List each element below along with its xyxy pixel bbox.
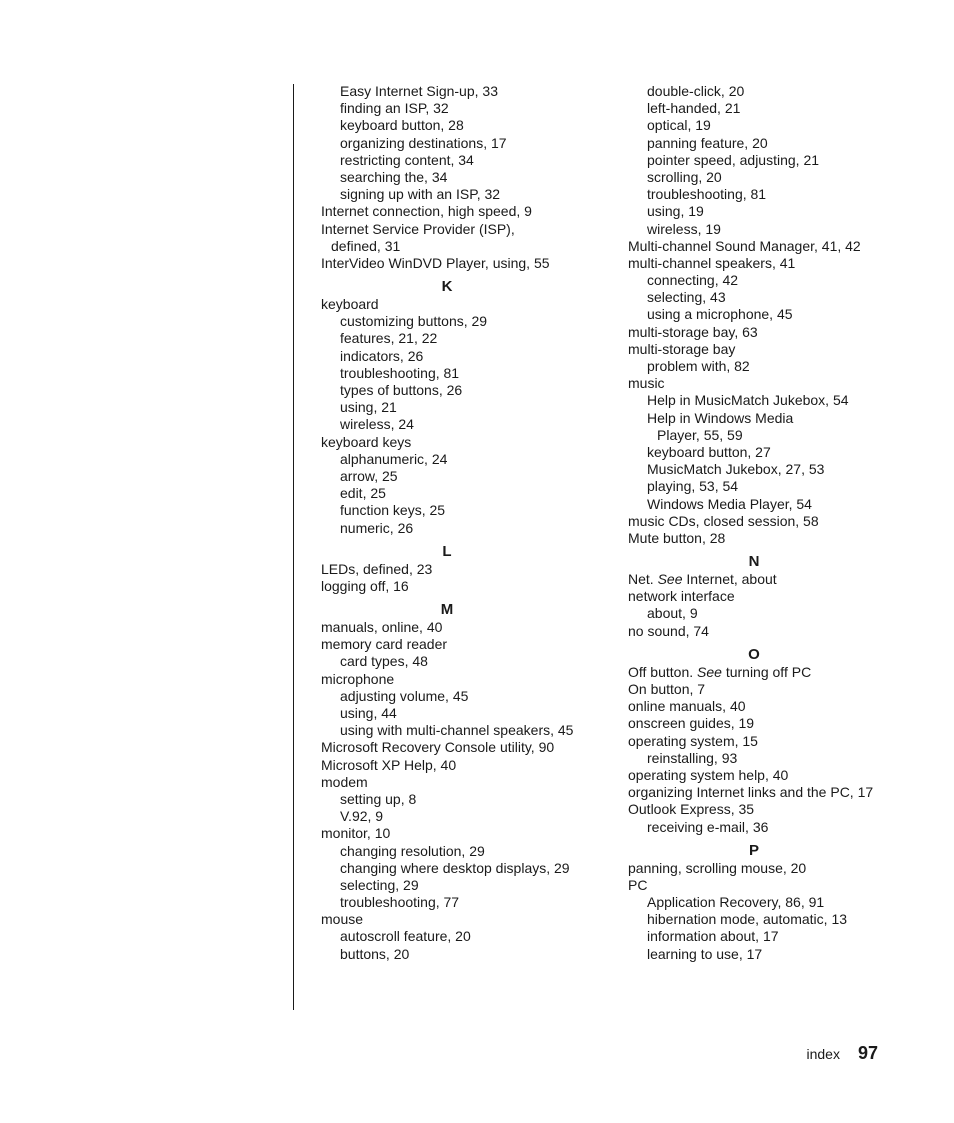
index-subentry: changing where desktop displays, 29: [340, 859, 570, 876]
index-subentry: buttons, 20: [340, 945, 410, 962]
index-subentry: adjusting volume, 45: [340, 687, 469, 704]
index-entry: no sound, 74: [628, 622, 709, 639]
index-subentry: wireless, 19: [647, 220, 721, 237]
index-subentry: Windows Media Player, 54: [647, 495, 812, 512]
page-footer: [807, 1043, 879, 1064]
index-subentry: types of buttons, 26: [340, 382, 463, 398]
index-subentry: keyboard button, 27: [647, 443, 771, 460]
index-subentry: troubleshooting, 81: [647, 186, 767, 203]
index-subentry: Help in Windows Media: [647, 409, 794, 426]
index-subentry: features, 21, 22: [340, 330, 438, 347]
index-subentry: finding an ISP, 32: [340, 100, 449, 117]
index-subentry: connecting, 42: [647, 272, 739, 289]
index-subentry: playing, 53, 54: [647, 478, 739, 495]
index-entry: multi-storage bay, 63: [628, 323, 758, 340]
index-entry: Internet connection, high speed, 9: [321, 203, 532, 220]
index-subentry: alphanumeric, 24: [340, 450, 448, 467]
index-subentry: Help in MusicMatch Jukebox, 54: [647, 392, 849, 409]
index-entry: microphone: [321, 670, 395, 687]
index-letter-heading: K: [441, 278, 453, 296]
index-subentry: arrow, 25: [340, 467, 398, 484]
index-subentry: using, 19: [647, 203, 704, 220]
index-subentry: selecting, 29: [340, 876, 419, 893]
index-entry: On button, 7: [628, 681, 706, 697]
index-entry: memory card reader: [321, 636, 448, 653]
index-entry: keyboard keys: [321, 433, 412, 450]
index-entry: network interface: [628, 588, 735, 605]
index-subentry: MusicMatch Jukebox, 27, 53: [647, 461, 825, 478]
index-subentry: about, 9: [647, 605, 698, 622]
index-subentry: searching the, 34: [340, 168, 448, 185]
index-subentry: changing resolution, 29: [340, 842, 485, 859]
index-entry: [628, 664, 928, 681]
index-entry: Outlook Express, 35: [628, 801, 755, 818]
index-subentry: selecting, 43: [647, 289, 726, 306]
index-entry: onscreen guides, 19: [628, 715, 755, 732]
index-subentry: using, 44: [340, 705, 397, 721]
index-subentry: left-handed, 21: [647, 100, 741, 117]
index-entry: operating system help, 40: [628, 766, 789, 783]
index-subentry: troubleshooting, 81: [340, 364, 460, 381]
index-subentry: troubleshooting, 77: [340, 894, 460, 911]
entry-text: Internet, about: [682, 571, 777, 588]
index-subentry: using with multi-channel speakers, 45: [340, 722, 574, 739]
index-subentry: keyboard button, 28: [340, 117, 464, 134]
index-subentry: customizing buttons, 29: [340, 313, 488, 330]
index-entry: music CDs, closed session, 58: [628, 512, 819, 529]
index-subentry: edit, 25: [340, 485, 386, 502]
see-reference: See: [697, 663, 722, 680]
index-entry: multi-storage bay: [628, 340, 736, 357]
index-entry: [628, 571, 928, 588]
index-subentry: reinstalling, 93: [647, 749, 738, 766]
index-entry: operating system, 15: [628, 732, 758, 749]
index-letter-heading: N: [748, 553, 760, 571]
index-entry: PC: [628, 876, 648, 893]
entry-text: Net.: [628, 571, 658, 588]
index-entry: logging off, 16: [321, 577, 409, 594]
index-entry: modem: [321, 773, 368, 790]
index-entry: LEDs, defined, 23: [321, 560, 433, 577]
entry-text: turning off PC: [721, 663, 812, 680]
index-subentry: signing up with an ISP, 32: [340, 186, 501, 203]
index-subentry: problem with, 82: [647, 358, 750, 374]
index-subentry: Easy Internet Sign-up, 33: [340, 83, 498, 99]
entry-text: Off button.: [628, 663, 698, 680]
index-subentry: using a microphone, 45: [647, 306, 793, 323]
index-letter-heading: M: [440, 601, 454, 619]
index-subentry: Application Recovery, 86, 91: [647, 894, 825, 911]
index-column-left: [321, 83, 611, 963]
index-entry: mouse: [321, 911, 364, 928]
index-subentry: pointer speed, adjusting, 21: [647, 151, 820, 168]
index-subentry: V.92, 9: [340, 808, 384, 825]
index-subentry: learning to use, 17: [647, 945, 763, 962]
index-letter-heading: P: [748, 841, 759, 859]
index-entry: keyboard: [321, 296, 379, 313]
index-entry: organizing Internet links and the PC, 17: [628, 784, 874, 801]
index-subentry: wireless, 24: [340, 416, 414, 433]
see-reference: See: [657, 571, 683, 588]
index-entry: defined, 31: [331, 237, 401, 254]
index-entry: Mute button, 28: [628, 529, 726, 546]
index-entry: Internet Service Provider (ISP),: [321, 220, 515, 237]
index-subentry: optical, 19: [647, 117, 711, 134]
index-entry: online manuals, 40: [628, 698, 746, 715]
index-entry: monitor, 10: [321, 825, 391, 842]
index-letter-heading: O: [748, 645, 760, 663]
index-subentry: Player, 55, 59: [657, 426, 743, 443]
index-subentry: panning feature, 20: [647, 134, 768, 151]
index-subentry: function keys, 25: [340, 502, 446, 519]
index-entry: music: [628, 375, 665, 392]
page-number: 97: [857, 1043, 878, 1063]
index-entry: multi-channel speakers, 41: [628, 254, 796, 271]
index-entry: panning, scrolling mouse, 20: [628, 859, 807, 876]
column-divider-rule: [293, 84, 294, 1010]
index-subentry: card types, 48: [340, 653, 428, 670]
index-subentry: hibernation mode, automatic, 13: [647, 911, 848, 928]
index-entry: Multi-channel Sound Manager, 41, 42: [628, 237, 861, 254]
index-column-right: [628, 83, 928, 963]
index-subentry: receiving e-mail, 36: [647, 818, 769, 835]
index-subentry: double-click, 20: [647, 83, 745, 99]
index-subentry: information about, 17: [647, 928, 779, 945]
index-entry: InterVideo WinDVD Player, using, 55: [321, 254, 550, 271]
index-entry: Microsoft XP Help, 40: [321, 756, 457, 773]
index-subentry: restricting content, 34: [340, 151, 474, 168]
index-entry: Microsoft Recovery Console utility, 90: [321, 739, 555, 756]
index-subentry: indicators, 26: [340, 347, 424, 364]
index-subentry: using, 21: [340, 399, 397, 416]
index-subentry: setting up, 8: [340, 790, 417, 807]
index-subentry: numeric, 26: [340, 519, 414, 536]
footer-section-label: index: [806, 1046, 840, 1062]
index-entry: manuals, online, 40: [321, 619, 443, 636]
index-letter-heading: L: [442, 542, 452, 560]
index-subentry: organizing destinations, 17: [340, 134, 507, 151]
index-subentry: scrolling, 20: [647, 168, 722, 185]
index-subentry: autoscroll feature, 20: [340, 928, 471, 945]
